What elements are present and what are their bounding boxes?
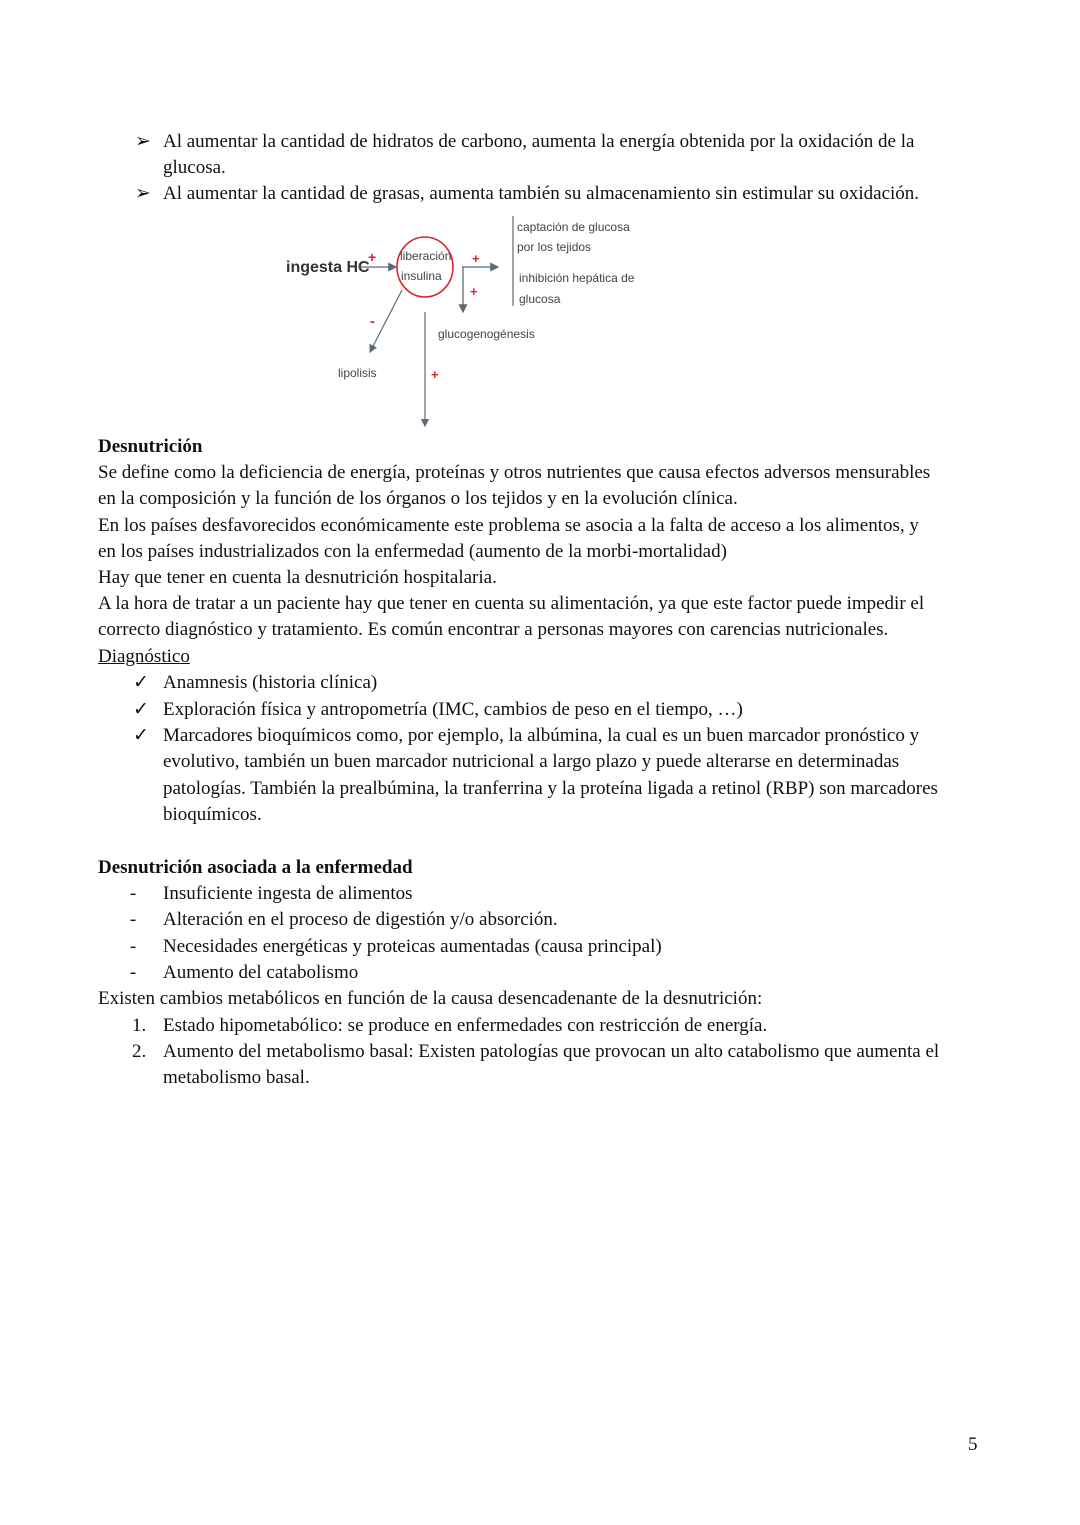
check-item: Exploración física y antropometría (IMC, cambios de peso en el tiempo, …): [163, 699, 743, 720]
liberacion-circle: [397, 237, 453, 297]
page-number: 5: [968, 1434, 978, 1455]
section-heading-desnutricion: Desnutrición: [98, 436, 203, 457]
dash-bullet: -: [129, 962, 137, 983]
list-number: 1.: [132, 1015, 147, 1036]
diagram-label-insulina: insulina: [401, 269, 442, 283]
paragraph-line: en la composición y la función de los órganos o los tejidos y en la evolución clínica.: [98, 488, 738, 509]
list-number: 2.: [132, 1041, 147, 1062]
bullet-text-1-cont: glucosa.: [163, 157, 226, 178]
paragraph-line: A la hora de tratar a un paciente hay que tener en cuenta su alimentación, ya que este factor puede impedir el: [98, 593, 925, 614]
diagram-label-glucogenogenesis: glucogenogénesis: [438, 327, 535, 341]
checkmark-icon: ✓: [133, 725, 149, 746]
diagram-label-liberacion: liberación: [400, 249, 452, 263]
numbered-item: Aumento del metabolismo basal: Existen patologías que provocan un alto catabolismo que aumenta el: [163, 1041, 940, 1062]
paragraph-line: correcto diagnóstico y tratamiento. Es común encontrar a personas mayores con carencias nutricionales.: [98, 619, 889, 640]
diagram-label-glucosa: glucosa: [519, 292, 561, 306]
dash-item: Aumento del catabolismo: [163, 962, 359, 983]
subheading-diagnostico: Diagnóstico: [98, 646, 190, 667]
checkmark-icon: ✓: [133, 672, 149, 693]
dash-bullet: -: [129, 883, 137, 904]
plus-sign: +: [368, 249, 377, 265]
paragraph-line: Se define como la deficiencia de energía, proteínas y otros nutrientes que causa efectos adversos mensurables: [98, 462, 931, 483]
diagram-label-tejidos: por los tejidos: [517, 240, 592, 254]
dash-item: Alteración en el proceso de digestión y/o absorción.: [163, 909, 558, 930]
bullet-text-2: Al aumentar la cantidad de grasas, aumenta también su almacenamiento sin estimular su oxidación.: [163, 183, 920, 204]
dash-item: Insuficiente ingesta de alimentos: [163, 883, 413, 904]
dash-bullet: -: [129, 909, 137, 930]
check-item: Marcadores bioquímicos como, por ejemplo, la albúmina, la cual es un buen marcador pronóstico y: [163, 725, 920, 746]
check-item-cont: evolutivo, también un buen marcador nutricional a largo plazo y puede alterarse en determinadas: [163, 751, 900, 772]
check-item: Anamnesis (historia clínica): [163, 672, 378, 693]
paragraph-line: Existen cambios metabólicos en función de la causa desencadenante de la desnutrición:: [98, 988, 763, 1009]
minus-sign: -: [370, 313, 375, 330]
paragraph-line: en los países industrializados con la enfermedad (aumento de la morbi-mortalidad): [98, 541, 727, 562]
numbered-item: Estado hipometabólico: se produce en enfermedades con restricción de energía.: [163, 1015, 768, 1036]
check-item-cont: bioquímicos.: [163, 804, 262, 825]
bullet-text-1: Al aumentar la cantidad de hidratos de carbono, aumenta la energía obtenida por la oxidación de la: [163, 131, 915, 152]
insulin-diagram: [270, 212, 650, 430]
numbered-item-cont: metabolismo basal.: [163, 1067, 310, 1088]
plus-sign: +: [472, 251, 480, 266]
dash-bullet: -: [129, 936, 137, 957]
arrow-bullet-icon: ➢: [135, 183, 151, 204]
section-heading-enfermedad: Desnutrición asociada a la enfermedad: [98, 857, 413, 878]
plus-sign: +: [431, 367, 439, 382]
paragraph-line: En los países desfavorecidos económicamente este problema se asocia a la falta de acceso a los alimentos, y: [98, 515, 919, 536]
plus-sign: +: [470, 284, 478, 299]
diagram-label-lipolisis: lipolisis: [338, 366, 377, 380]
dash-item: Necesidades energéticas y proteicas aumentadas (causa principal): [163, 936, 662, 957]
paragraph-line: Hay que tener en cuenta la desnutrición hospitalaria.: [98, 567, 497, 588]
diagram-label-ingesta: ingesta HC: [286, 259, 370, 276]
arrow-bullet-icon: ➢: [135, 131, 151, 152]
diagram-label-captacion: captación de glucosa: [517, 220, 630, 234]
diagram-label-inhibicion: inhibición hepática de: [519, 271, 635, 285]
check-item-cont: patologías. También la prealbúmina, la tranferrina y la proteína ligada a retinol (RBP) son marcadores: [163, 778, 938, 799]
checkmark-icon: ✓: [133, 699, 149, 720]
